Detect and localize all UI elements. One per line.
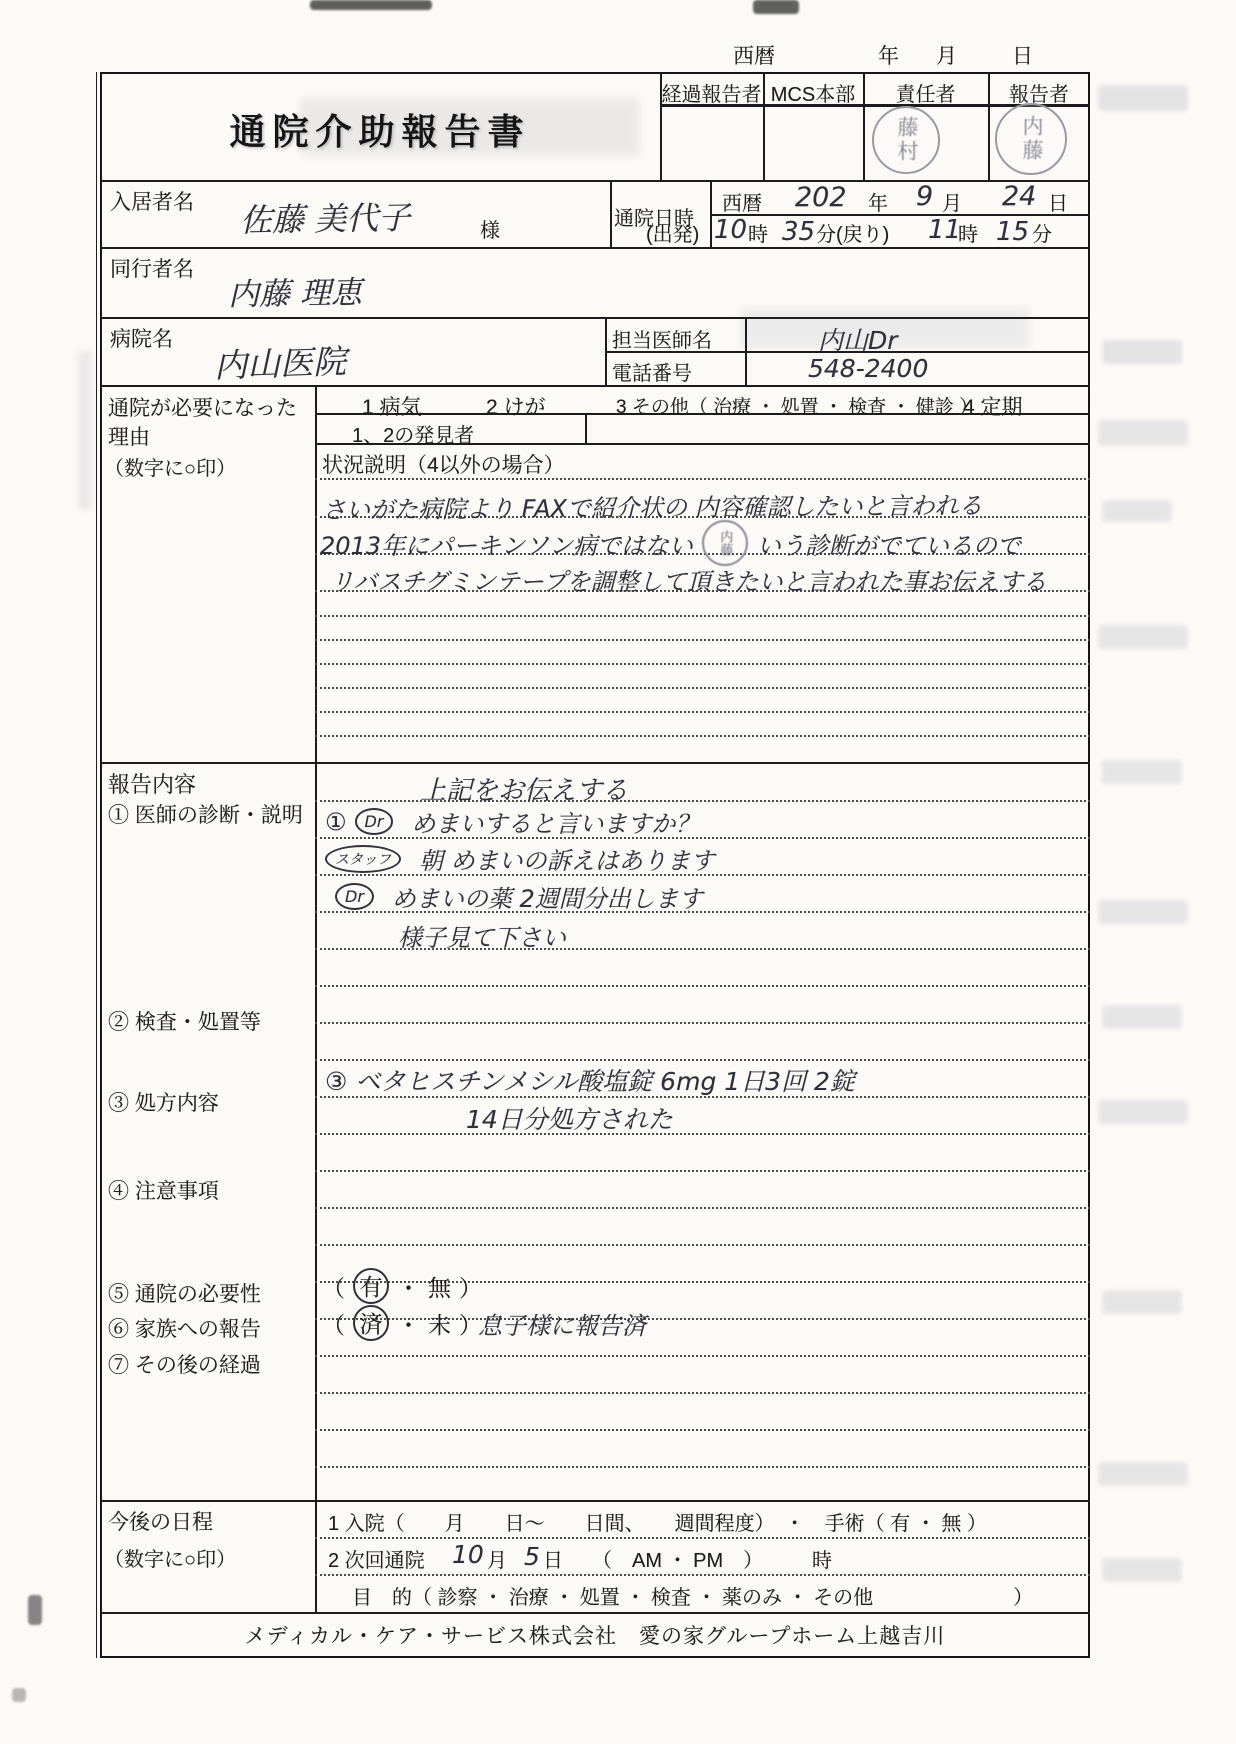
departure-min-value: 35 bbox=[782, 217, 816, 247]
report-note-intro: 上記をお伝えする bbox=[420, 776, 629, 806]
family-close-paren: ） bbox=[459, 1311, 482, 1338]
report-item-5: ⑤ 通院の必要性 bbox=[108, 1283, 261, 1306]
report-label: 報告内容 bbox=[108, 772, 197, 797]
return-hour-unit: 時 bbox=[958, 224, 978, 246]
report-item-4: ④ 注意事項 bbox=[108, 1180, 219, 1203]
scan-artifact bbox=[28, 1595, 42, 1625]
scan-artifact bbox=[1102, 340, 1182, 364]
doctor-label: 担当医師名 bbox=[612, 330, 712, 352]
doctor-name-value: 内山Dr bbox=[818, 326, 898, 355]
correction-stamp: 内藤 bbox=[702, 520, 748, 566]
dialog-line-1 bbox=[325, 804, 699, 839]
scan-artifact bbox=[753, 0, 799, 14]
reporter-stamp bbox=[995, 103, 1067, 175]
next-visit-ampm: （ AM ・ PM ） bbox=[592, 1550, 764, 1572]
approval-col-mcs: MCS本部 bbox=[770, 84, 856, 106]
report-item-3: ③ 処方内容 bbox=[108, 1092, 219, 1115]
visit-year-unit: 年 bbox=[868, 193, 888, 215]
necessity-no: 無 bbox=[428, 1274, 451, 1301]
reporter-stamp-name: 内藤 bbox=[1020, 115, 1043, 163]
scan-artifact bbox=[1098, 625, 1188, 649]
table-line bbox=[710, 180, 712, 247]
table-line bbox=[605, 317, 607, 385]
dialog-line-2 bbox=[325, 841, 715, 876]
family-not-yet: 未 bbox=[428, 1311, 451, 1338]
future-label: 今後の日程 bbox=[108, 1511, 213, 1534]
top-date-year: 年 bbox=[878, 45, 899, 68]
situation-label: 状況説明（4以外の場合） bbox=[322, 454, 565, 477]
table-line bbox=[100, 247, 1090, 249]
prescription-line-1: ③ ベタヒスチンメシル酸塩錠 6mg 1日3回 2錠 bbox=[325, 1067, 855, 1096]
dotted-line bbox=[315, 735, 1090, 737]
future-line-1: 1 入院（ 月 日～ 日間、 週間程度） ・ 手術（ 有 ・ 無 ） bbox=[328, 1513, 987, 1535]
prescription-line-2: 14日分処方された bbox=[466, 1105, 673, 1134]
family-open-paren: （ bbox=[322, 1311, 345, 1338]
companion-name-value: 内藤 理恵 bbox=[227, 274, 363, 314]
report-item-2: ② 検査・処置等 bbox=[108, 1011, 261, 1034]
future-line-3: 目 的（ 診察 ・ 治療 ・ 処置 ・ 検査 ・ 薬のみ ・ その他 ） bbox=[352, 1587, 1034, 1609]
dialog-1-speaker-circle: Dr bbox=[355, 808, 394, 835]
situation-line-2b: いう診断がでているので bbox=[756, 531, 1021, 560]
dialog-3-text: めまいの薬 2週間分出します bbox=[391, 885, 703, 913]
dotted-line bbox=[315, 1133, 1090, 1135]
dotted-line bbox=[315, 1059, 1090, 1061]
scan-artifact bbox=[1102, 760, 1182, 784]
future-sublabel: （数字に○印） bbox=[104, 1549, 237, 1571]
visit-day-unit: 日 bbox=[1048, 193, 1068, 215]
dialog-2-text: 朝 めまいの訴えはあります bbox=[419, 847, 715, 875]
table-line bbox=[585, 413, 587, 443]
return-label: 分(戻り) bbox=[816, 224, 890, 246]
finder-label: 1、2の発見者 bbox=[352, 425, 475, 447]
dotted-line bbox=[315, 1022, 1090, 1024]
dotted-line bbox=[315, 1244, 1090, 1246]
departure-hour-unit: 時 bbox=[748, 224, 768, 246]
situation-line-1: さいがた病院より FAXで紹介状の 内容確認したいと言われる bbox=[321, 491, 983, 525]
responsible-stamp-name: 藤村 bbox=[895, 116, 918, 164]
dialog-1-text: めまいすると言いますか？ bbox=[411, 810, 700, 838]
reason-label-line2: 理由 bbox=[108, 426, 150, 449]
situation-line-2a: 2013年にパーキンソン病ではない bbox=[320, 531, 693, 560]
scan-artifact bbox=[310, 0, 432, 10]
reason-option-sickness: 1 病気 bbox=[362, 396, 422, 419]
resident-name-value: 佐藤 美代子 bbox=[239, 198, 411, 240]
family-done-circled: 済 bbox=[353, 1305, 389, 1341]
departure-label: (出発) bbox=[646, 224, 700, 246]
resident-honorific: 様 bbox=[480, 220, 500, 242]
phone-number-value: 548-2400 bbox=[808, 354, 929, 383]
return-hour-value: 11 bbox=[928, 215, 962, 245]
visit-month-unit: 月 bbox=[942, 193, 962, 215]
approval-col-hokokusha: 報告者 bbox=[1009, 84, 1069, 106]
family-report-note: 息子様に報告済 bbox=[478, 1312, 646, 1340]
dotted-line bbox=[315, 1170, 1090, 1172]
reason-option-regular: 4 定期 bbox=[963, 396, 1023, 419]
companion-label: 同行者名 bbox=[110, 258, 194, 281]
table-line bbox=[100, 180, 1090, 182]
scan-artifact bbox=[1102, 1558, 1182, 1582]
table-line bbox=[100, 762, 1090, 764]
dotted-line bbox=[315, 1466, 1090, 1468]
report-item-6: ⑥ 家族への報告 bbox=[108, 1318, 261, 1341]
scan-artifact bbox=[1098, 420, 1188, 446]
scan-artifact bbox=[12, 1688, 26, 1702]
departure-hour-value: 10 bbox=[714, 215, 748, 245]
table-line bbox=[100, 1500, 1090, 1502]
top-date-day: 日 bbox=[1012, 45, 1033, 68]
report-item-7: ⑦ その後の経過 bbox=[108, 1354, 261, 1377]
necessity-separator: ・ bbox=[397, 1274, 420, 1301]
next-visit-time-unit: 時 bbox=[812, 1550, 832, 1572]
top-date-month: 月 bbox=[936, 45, 957, 68]
reason-option-injury: 2 けが bbox=[486, 396, 546, 419]
top-date-era: 西暦 bbox=[733, 45, 775, 68]
report-item-1: ① 医師の診断・説明 bbox=[108, 804, 303, 827]
table-line bbox=[315, 385, 317, 1612]
visit-month-value: 9 bbox=[916, 181, 934, 212]
reason-option-other: 3 その他（ 治療 ・ 処置 ・ 検査 ・ 健診 ） bbox=[616, 397, 979, 418]
table-line bbox=[100, 1612, 1090, 1614]
table-line bbox=[96, 72, 97, 1658]
table-line bbox=[100, 317, 1090, 319]
situation-line-3: リバスチグミンテープを調整して頂きたいと言われた事お伝えする bbox=[330, 568, 1047, 596]
family-report-choice bbox=[322, 1305, 482, 1341]
dialog-3-speaker-circle: Dr bbox=[335, 883, 374, 910]
scan-artifact bbox=[1102, 1005, 1182, 1029]
return-min-unit: 分 bbox=[1032, 224, 1052, 246]
dotted-line bbox=[315, 711, 1090, 713]
next-visit-month-unit: 月 bbox=[487, 1550, 507, 1572]
dotted-line bbox=[315, 663, 1090, 665]
approval-col-sekininsha: 責任者 bbox=[895, 84, 956, 106]
visit-day-value: 24 bbox=[1002, 181, 1037, 212]
necessity-close-paren: ） bbox=[459, 1274, 482, 1301]
scan-artifact bbox=[1098, 1462, 1188, 1486]
dotted-line bbox=[315, 1537, 1090, 1539]
responsible-stamp bbox=[872, 106, 940, 174]
hospital-name-value: 内山医院 bbox=[213, 341, 347, 386]
resident-label: 入居者名 bbox=[110, 191, 194, 214]
scan-artifact bbox=[1098, 85, 1188, 111]
next-visit-day-unit: 日 bbox=[543, 1550, 563, 1572]
scan-artifact bbox=[1098, 900, 1188, 924]
company-footer: メディカル・ケア・サービス株式会社 愛の家グループホーム上越吉川 bbox=[244, 1625, 946, 1648]
visit-year-value: 202 bbox=[795, 182, 847, 213]
dotted-line bbox=[315, 1429, 1090, 1431]
next-visit-month-value: 10 bbox=[452, 1540, 484, 1569]
scan-artifact bbox=[1098, 1100, 1188, 1124]
dotted-line bbox=[315, 687, 1090, 689]
dotted-line bbox=[315, 1574, 1090, 1576]
dotted-line bbox=[315, 639, 1090, 641]
dotted-line bbox=[315, 615, 1090, 617]
table-line bbox=[610, 180, 612, 247]
table-line bbox=[745, 317, 747, 385]
page-title: 通院介助報告書 bbox=[229, 111, 531, 152]
scan-artifact bbox=[1102, 1290, 1182, 1314]
next-visit-day-value: 5 bbox=[524, 1542, 540, 1571]
scan-artifact bbox=[1102, 500, 1172, 522]
dotted-line bbox=[315, 1392, 1090, 1394]
future-line-2-prefix: 2 次回通院 bbox=[328, 1550, 425, 1572]
necessity-open-paren: （ bbox=[322, 1274, 345, 1301]
dialog-line-4: 様子見て下さい bbox=[398, 924, 566, 952]
dialog-line-3 bbox=[335, 879, 703, 914]
reason-label-line3: （数字に○印） bbox=[104, 458, 237, 480]
phone-label: 電話番号 bbox=[612, 363, 692, 385]
situation-line-2 bbox=[320, 520, 1021, 566]
necessity-yes-circled: 有 bbox=[353, 1268, 389, 1304]
return-min-value: 15 bbox=[996, 217, 1030, 247]
dialog-1-num: ① bbox=[325, 807, 347, 836]
dotted-line bbox=[315, 985, 1090, 987]
hospital-label: 病院名 bbox=[110, 328, 173, 351]
reason-label-line1: 通院が必要になった bbox=[108, 397, 297, 420]
scan-artifact bbox=[78, 350, 92, 510]
necessity-choice bbox=[322, 1268, 482, 1304]
dialog-2-speaker-circle: スタッフ bbox=[325, 845, 401, 873]
visit-era-label: 西暦 bbox=[722, 193, 762, 215]
approval-col-keika: 経過報告者 bbox=[661, 84, 762, 106]
family-separator: ・ bbox=[397, 1311, 420, 1338]
table-line bbox=[710, 214, 1090, 216]
dotted-line bbox=[315, 1207, 1090, 1209]
visit-datetime-label: 通院日時 bbox=[614, 208, 694, 230]
dotted-line bbox=[315, 1355, 1090, 1357]
